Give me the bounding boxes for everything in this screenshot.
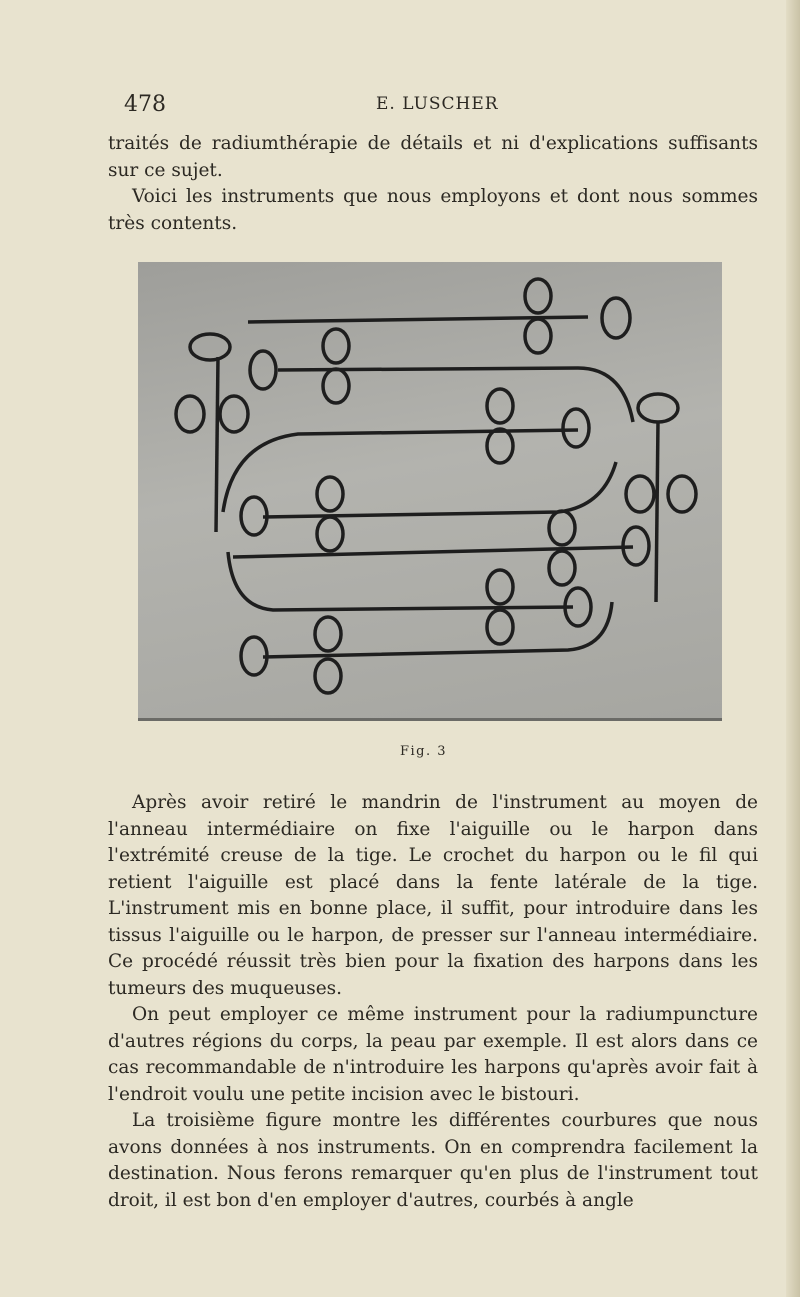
instruments-illustration — [138, 262, 722, 718]
top-text-block — [108, 131, 758, 237]
figure-caption: Fig. 3 — [400, 744, 448, 759]
running-head: E. LUSCHER — [376, 94, 499, 114]
paragraph: Voici les instruments que nous employons et dont nous sommes très contents. — [108, 186, 758, 234]
instruments-figure — [138, 262, 722, 721]
paragraph: La troisième figure montre les différentes courbures que nous avons données à nos instruments. On en comprendra facilement la destination. Nous ferons remarquer qu'en plus de l'instrument tout droit, il est bon d'en employer d'autres, courbés à angle — [108, 1110, 758, 1211]
page-number: 478 — [124, 92, 166, 117]
paragraph: traités de radiumthérapie de détails et ni d'explications suffisants sur ce sujet. — [108, 133, 758, 181]
bottom-text-block — [108, 790, 758, 1214]
page-header — [124, 92, 754, 118]
page-edge — [786, 0, 800, 1297]
paragraph: Après avoir retiré le mandrin de l'instrument au moyen de l'anneau intermédiaire on fixe l'aiguille ou le harpon dans l'extrémité creuse de la tige. Le crochet du harpon ou le fil qui retient l'aiguille est placé dans la fente latérale de la tige. L'instrument mis en bonne place, il suffit, pour introduire dans les tissus l'aiguille ou le harpon, de presser sur l'anneau intermédiaire. Ce procédé réussit très bien pour la fixation des harpons dans les tumeurs des muqueuses. — [108, 792, 758, 999]
paragraph: On peut employer ce même instrument pour la radiumpuncture d'autres régions du corps, la peau par exemple. Il est alors dans ce cas recommandable de n'introduire les harpons qu'après avoir fait à l'endroit voulu une petite incision avec le bistouri. — [108, 1004, 758, 1105]
